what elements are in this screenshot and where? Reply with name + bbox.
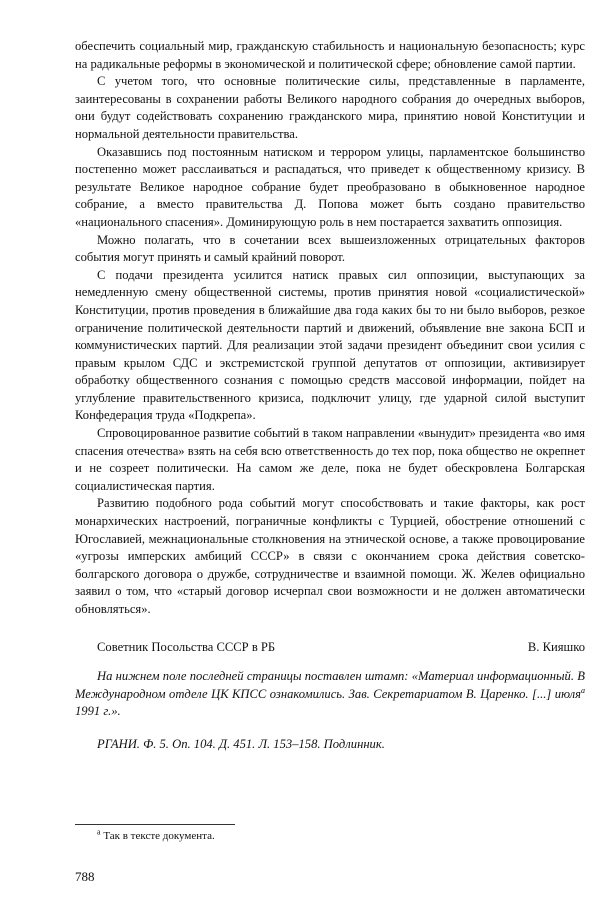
page-number: 788: [75, 869, 95, 884]
signature-block: [75, 639, 585, 657]
stamp-note-text: На нижнем поле последней страницы поставлен штамп: «Материал информационный. В Международном отделе ЦК КПСС ознакомились. Зав. Секретариатом В. Царенко. [...] июля: [75, 669, 585, 701]
paragraph: С подачи президента усилится натиск правых сил оппозиции, выступающих за немедленную смену общественной системы, против принятия новой «социалистической» Конституции, против проведения в ближайшие два года каких бы то ни было выборов, резкое ограничение политической деятельности партий и движений, объявление вне закона БСП и коммунистических партий. Для реализации этой задачи президент объединит свои усилия с правым крылом СДС и экстремистской группой депутатов от оппозиции, активизирует обработку общественного сознания с помощью средств массовой информации, пойдет на углубление правительственного кризиса, подключит улицу, где ударной силой выступит Конфедерация труда «Подкрепа».: [75, 267, 585, 423]
stamp-note-suffix: 1991 г.».: [75, 704, 121, 719]
paragraph: Оказавшись под постоянным натиском и террором улицы, парламентское большинство постепенно может расслаиваться и распадаться, что приведет к общественному кризису. В результате Великое народное собрание будет преобразовано в обыкновенное народное собрание, а вместо правительства Д. Попова может быть создано правительство «национального спасения». Доминирующую роль в нем постарается захватить оппозиция.: [75, 144, 585, 229]
paragraph: Можно полагать, что в сочетании всех вышеизложенных отрицательных факторов события могут принять и самый крайний поворот.: [75, 232, 585, 265]
document-body: [75, 38, 585, 754]
paragraph: Спровоцированное развитие событий в таком направлении «вынудит» президента «во имя спасения отечества» взять на себя всю ответственность до тех пор, пока общество не окрепнет и не созреет политически. На самом же деле, пока не будет обескровлена Болгарская социалистическая партия.: [75, 426, 585, 493]
footnote-marker: а: [97, 827, 101, 837]
archive-reference: РГАНИ. Ф. 5. Оп. 104. Д. 451. Л. 153–158. Подлинник.: [97, 736, 385, 751]
paragraph: обеспечить социальный мир, гражданскую стабильность и национальную безопасность; курс на радикальные реформы в экономической и политической сфере; обновление самой партии.: [75, 39, 585, 71]
signature-position: Советник Посольства СССР в РБ: [97, 639, 276, 654]
stamp-note: [75, 668, 585, 721]
footnote: [97, 829, 215, 843]
stamp-note-marker: а: [581, 685, 585, 695]
paragraph: С учетом того, что основные политические силы, представленные в парламенте, заинтересованы в сохранении работы Великого народного собрания до очередных выборов, они будут содействовать сохранению гражданского мира, принятию новой Конституции и нормальной деятельности правительства.: [75, 74, 585, 141]
signature-name: В. Кияшко: [527, 639, 585, 654]
footnote-text: Так в тексте документа.: [100, 830, 215, 842]
footnote-divider: [75, 824, 235, 825]
paragraph: Развитию подобного рода событий могут способствовать и такие факторы, как рост монархических настроений, пограничные конфликты с Турцией, обострение отношений с Югославией, межнациональные столкновения на этнической основе, а также провоцирование «угрозы имперских амбиций СССР» в связи с окончанием срока действия советско-болгарского договора о дружбе, сотрудничестве и взаимной помощи. Ж. Желев официально заявил о том, что «старый договор исчерпал свои возможности и не должен автоматически обновляться».: [75, 496, 585, 616]
